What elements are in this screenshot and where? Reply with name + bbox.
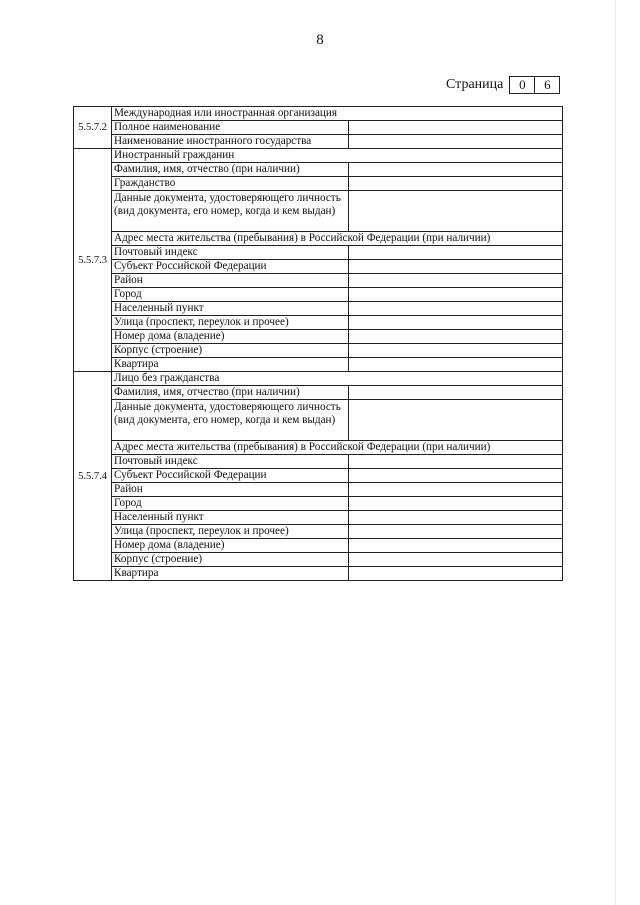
field-label: Данные документа, удостоверяющего личность (вид документа, его номер, когда и кем выдан) xyxy=(112,400,349,441)
form-row xyxy=(74,302,563,316)
field-label: Гражданство xyxy=(112,177,349,191)
field-value-input[interactable] xyxy=(349,177,563,191)
field-value-input[interactable] xyxy=(349,121,563,135)
field-label: Номер дома (владение) xyxy=(112,539,349,553)
field-value-input[interactable] xyxy=(349,246,563,260)
field-value-input[interactable] xyxy=(349,274,563,288)
form-row xyxy=(74,246,563,260)
form-row xyxy=(74,372,563,386)
field-label: Корпус (строение) xyxy=(112,553,349,567)
field-value-input[interactable] xyxy=(349,386,563,400)
field-value-input[interactable] xyxy=(349,497,563,511)
page-label: Страница xyxy=(446,77,504,92)
section-heading: Международная или иностранная организация xyxy=(112,107,563,121)
field-value-input[interactable] xyxy=(349,302,563,316)
form-row xyxy=(74,358,563,372)
field-value-input[interactable] xyxy=(349,525,563,539)
form-row xyxy=(74,386,563,400)
field-value-input[interactable] xyxy=(349,163,563,177)
section-heading: Адрес места жительства (пребывания) в Российской Федерации (при наличии) xyxy=(112,441,563,455)
field-value-input[interactable] xyxy=(349,288,563,302)
field-label: Данные документа, удостоверяющего личность (вид документа, его номер, когда и кем выдан) xyxy=(112,191,349,232)
form-row xyxy=(74,330,563,344)
field-value-input[interactable] xyxy=(349,330,563,344)
field-value-input[interactable] xyxy=(349,553,563,567)
field-label: Почтовый индекс xyxy=(112,246,349,260)
form-row xyxy=(74,497,563,511)
form-row xyxy=(74,135,563,149)
field-label: Населенный пункт xyxy=(112,302,349,316)
page-number: 8 xyxy=(316,32,324,48)
field-value-input[interactable] xyxy=(349,358,563,372)
scan-edge xyxy=(615,0,616,905)
field-label: Субъект Российской Федерации xyxy=(112,260,349,274)
field-value-input[interactable] xyxy=(349,316,563,330)
form-row xyxy=(74,191,563,232)
field-value-input[interactable] xyxy=(349,511,563,525)
form-row xyxy=(74,121,563,135)
form-row xyxy=(74,483,563,497)
form-row xyxy=(74,274,563,288)
field-label: Улица (проспект, переулок и прочее) xyxy=(112,316,349,330)
form-row xyxy=(74,525,563,539)
field-label: Район xyxy=(112,274,349,288)
field-label: Почтовый индекс xyxy=(112,455,349,469)
section-code: 5.5.7.3 xyxy=(74,149,112,372)
form-row xyxy=(74,539,563,553)
field-value-input[interactable] xyxy=(349,260,563,274)
field-label: Улица (проспект, переулок и прочее) xyxy=(112,525,349,539)
field-label: Район xyxy=(112,483,349,497)
field-label: Наименование иностранного государства xyxy=(112,135,349,149)
field-value-input[interactable] xyxy=(349,567,563,581)
field-label: Фамилия, имя, отчество (при наличии) xyxy=(112,386,349,400)
field-label: Корпус (строение) xyxy=(112,344,349,358)
field-label: Город xyxy=(112,288,349,302)
form-row xyxy=(74,316,563,330)
field-label: Фамилия, имя, отчество (при наличии) xyxy=(112,163,349,177)
field-value-input[interactable] xyxy=(349,455,563,469)
form-row xyxy=(74,163,563,177)
form-row xyxy=(74,400,563,441)
form-table xyxy=(73,106,563,581)
form-row xyxy=(74,553,563,567)
field-value-input[interactable] xyxy=(349,344,563,358)
section-code: 5.5.7.2 xyxy=(74,107,112,149)
section-heading: Адрес места жительства (пребывания) в Российской Федерации (при наличии) xyxy=(112,232,563,246)
field-value-input[interactable] xyxy=(349,135,563,149)
form-row xyxy=(74,149,563,163)
field-label: Квартира xyxy=(112,358,349,372)
page-digit-box[interactable]: 6 xyxy=(535,76,560,94)
field-value-input[interactable] xyxy=(349,400,563,441)
form-row xyxy=(74,177,563,191)
page-digit-box[interactable]: 0 xyxy=(509,76,535,94)
form-row xyxy=(74,441,563,455)
form-row xyxy=(74,107,563,121)
field-label: Населенный пункт xyxy=(112,511,349,525)
field-label: Номер дома (владение) xyxy=(112,330,349,344)
form-row xyxy=(74,288,563,302)
field-value-input[interactable] xyxy=(349,191,563,232)
page-indicator xyxy=(446,76,560,94)
form-row xyxy=(74,455,563,469)
field-label: Субъект Российской Федерации xyxy=(112,469,349,483)
section-heading: Иностранный гражданин xyxy=(112,149,563,163)
field-value-input[interactable] xyxy=(349,539,563,553)
field-label: Квартира xyxy=(112,567,349,581)
form-row xyxy=(74,344,563,358)
field-label: Полное наименование xyxy=(112,121,349,135)
form-row xyxy=(74,260,563,274)
field-value-input[interactable] xyxy=(349,483,563,497)
form-row xyxy=(74,567,563,581)
form-row xyxy=(74,232,563,246)
section-heading: Лицо без гражданства xyxy=(112,372,563,386)
field-label: Город xyxy=(112,497,349,511)
section-code: 5.5.7.4 xyxy=(74,372,112,581)
form-row xyxy=(74,469,563,483)
form-row xyxy=(74,511,563,525)
field-value-input[interactable] xyxy=(349,469,563,483)
